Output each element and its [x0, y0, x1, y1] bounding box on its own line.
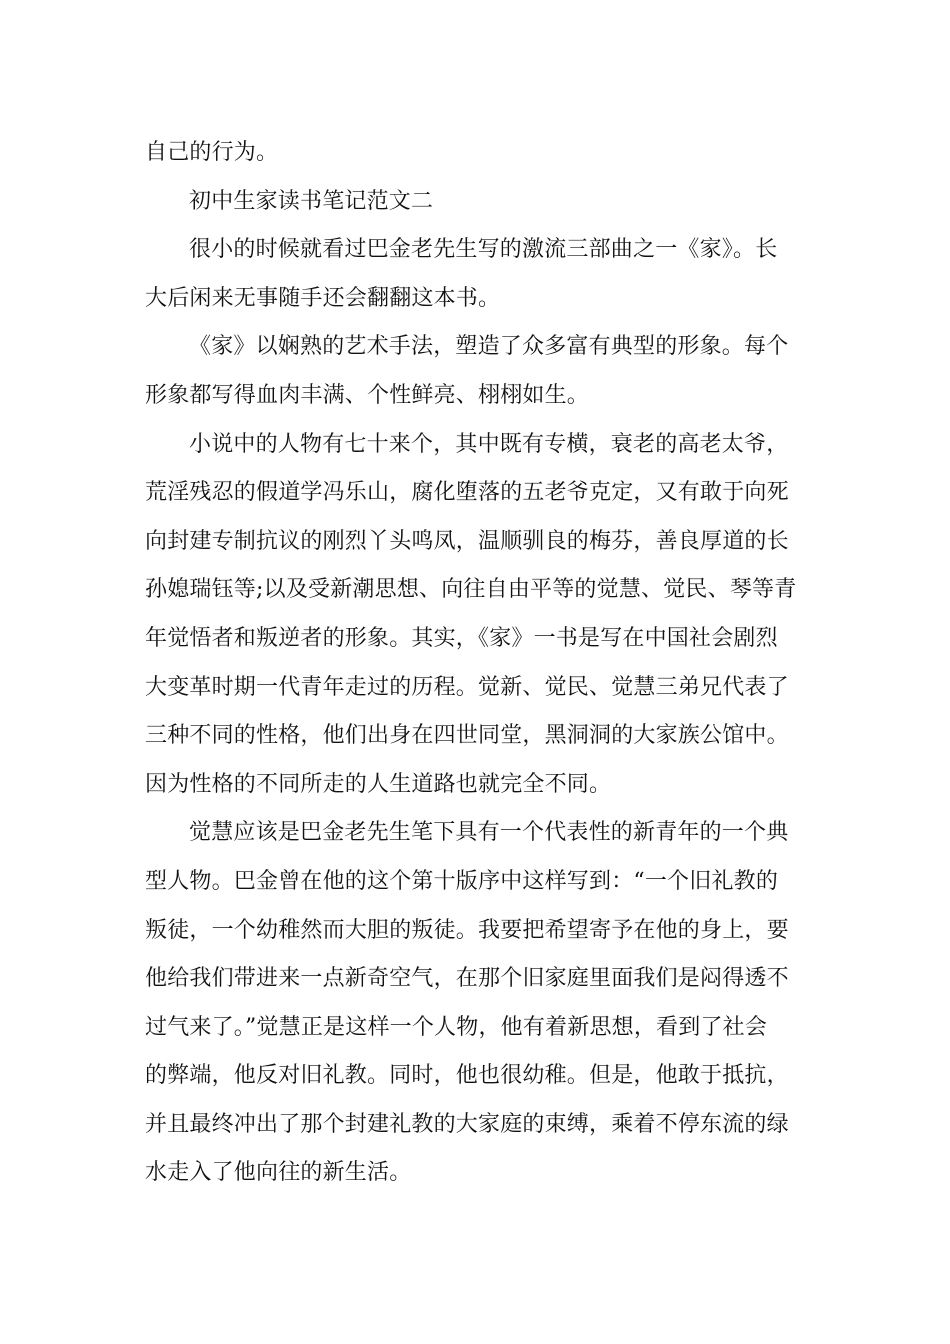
- text-line: 向封建专制抗议的刚烈丫头鸣凤，温顺驯良的梅芬，善良厚道的长: [145, 528, 789, 554]
- text-line: 因为性格的不同所走的人生道路也就完全不同。: [145, 771, 612, 797]
- text-line: 水走入了他向往的新生活。: [145, 1160, 412, 1186]
- text-line: 《家》以娴熟的艺术手法，塑造了众多富有典型的形象。每个: [189, 334, 789, 360]
- text-line: 大后闲来无事随手还会翻翻这本书。: [145, 285, 501, 311]
- text-line: 型人物。巴金曾在他的这个第十版序中这样写到：“一个旧礼教的: [145, 868, 779, 894]
- text-line: 并且最终冲出了那个封建礼教的大家庭的束缚，乘着不停东流的绿: [145, 1111, 789, 1137]
- text-line: 他给我们带进来一点新奇空气，在那个旧家庭里面我们是闷得透不: [145, 966, 789, 992]
- text-line: 自己的行为。: [145, 140, 279, 165]
- text-line: 形象都写得血肉丰满、个性鲜亮、栩栩如生。: [145, 382, 590, 408]
- text-line: 的弊端，他反对旧礼教。同时，他也很幼稚。但是，他敢于抵抗，: [145, 1063, 789, 1089]
- text-line: 小说中的人物有七十来个，其中既有专横，衰老的高老太爷，: [189, 431, 789, 457]
- text-line: 觉慧应该是巴金老先生笔下具有一个代表性的新青年的一个典: [189, 820, 789, 846]
- text-line: 三种不同的性格，他们出身在四世同堂，黑洞洞的大家族公馆中。: [145, 723, 789, 749]
- text-line: 孙媳瑞钰等;以及受新潮思想、向往自由平等的觉慧、觉民、琴等青: [145, 577, 797, 603]
- text-line: 年觉悟者和叛逆者的形象。其实，《家》一书是写在中国社会剧烈: [145, 625, 778, 651]
- text-line: 很小的时候就看过巴金老先生写的激流三部曲之一《家》。长: [189, 237, 778, 263]
- text-line: 过气来了。”觉慧正是这样一个人物，他有着新思想，看到了社会: [145, 1014, 768, 1040]
- body-text: [145, 129, 808, 1198]
- text-line: 荒淫残忍的假道学冯乐山，腐化堕落的五老爷克定，又有敢于向死: [145, 480, 789, 506]
- text-line: 大变革时期一代青年走过的历程。觉新、觉民、觉慧三弟兄代表了: [145, 674, 789, 700]
- section-heading: 初中生家读书笔记范文二: [189, 188, 434, 214]
- text-line: 叛徒，一个幼稚然而大胆的叛徒。我要把希望寄予在他的身上，要: [145, 917, 789, 943]
